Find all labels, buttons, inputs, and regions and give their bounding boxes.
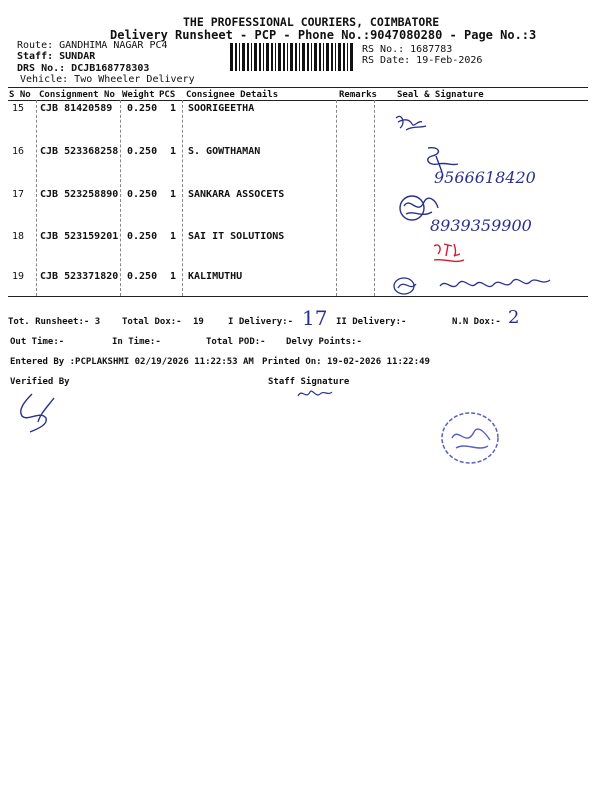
handwritten-undelivered-count: 2: [508, 307, 520, 328]
in-time: In Time:-: [112, 337, 161, 347]
row-consignment: CJB 523258890: [40, 189, 119, 200]
delvy-points: Delvy Points:-: [286, 337, 362, 347]
row-pcs: 1: [170, 271, 177, 282]
total-pod: Total POD:-: [206, 337, 266, 347]
row-pcs: 1: [170, 146, 177, 157]
handwritten-phone-row18: 8939359900: [430, 216, 532, 235]
row-consignment: CJB 523371820: [40, 271, 119, 282]
signature-row19-icon: [390, 268, 560, 300]
row-weight: 0.250: [127, 189, 158, 200]
row-pcs: 1: [170, 189, 177, 200]
verified-by: Verified By: [10, 377, 70, 387]
row-weight: 0.250: [127, 271, 158, 282]
runsheet-title: Delivery Runsheet - PCP - Phone No.:9047080280 - Page No.:3: [110, 28, 537, 42]
rs-number: RS No.: 1687783: [362, 44, 453, 55]
col-divider: [336, 100, 337, 296]
stamp-red-icon: [430, 240, 466, 266]
row-pcs: 1: [170, 103, 177, 114]
row-consignee: KALIMUTHU: [188, 271, 243, 282]
col-header-remarks: Remarks: [339, 90, 377, 100]
row-consignment: CJB 81420589: [40, 103, 113, 114]
row-sno: 15: [12, 103, 25, 114]
col-divider: [374, 100, 375, 296]
staff-signature: Staff Signature: [268, 377, 350, 387]
staff-signature-mark-icon: [294, 384, 334, 402]
row-consignee: S. GOWTHAMAN: [188, 146, 261, 157]
staff: Staff: SUNDAR: [17, 51, 96, 62]
col-header-sno: S No: [9, 90, 31, 100]
non-dox-label: N.N Dox:-: [452, 317, 501, 327]
table-top-border: [8, 87, 588, 88]
col-header-seal-signature: Seal & Signature: [397, 90, 484, 100]
row-consignment: CJB 523159201: [40, 231, 119, 242]
table-header-border: [8, 100, 588, 101]
col-header-consignment: Consignment No: [39, 90, 115, 100]
out-time: Out Time:-: [10, 337, 65, 347]
row-weight: 0.250: [127, 146, 158, 157]
handwritten-delivered-count: 17: [302, 306, 328, 330]
col-divider: [36, 100, 37, 296]
row-sno: 16: [12, 146, 25, 157]
row-sno: 18: [12, 231, 25, 242]
row-consignment: CJB 523368258: [40, 146, 119, 157]
printed-on: Printed On: 19-02-2026 11:22:49: [262, 357, 430, 367]
row-weight: 0.250: [127, 231, 158, 242]
row-weight: 0.250: [127, 103, 158, 114]
route: Route: GANDHIMA NAGAR PC4: [17, 40, 168, 51]
col-header-pcs: PCS: [159, 90, 176, 100]
signature-row15-icon: [392, 110, 428, 136]
row-consignee: SANKARA ASSOCETS: [188, 189, 285, 200]
entered-by: Entered By :PCPLAKSHMI 02/19/2026 11:22:53 AM: [10, 357, 254, 367]
col-header-consignee: Consignee Details: [186, 90, 279, 100]
barcode-icon: [230, 43, 356, 71]
total-dox-value: 19: [193, 317, 204, 327]
row-sno: 17: [12, 189, 25, 200]
col-header-weight: Weight: [122, 90, 155, 100]
row-consignee: SAI IT SOLUTIONS: [188, 231, 285, 242]
drs-number: DRS No.: DCJB168778303: [17, 63, 150, 74]
rs-date: RS Date: 19-Feb-2026: [362, 55, 483, 66]
row-sno: 19: [12, 271, 25, 282]
row-consignee: SOORIGEETHA: [188, 103, 255, 114]
total-dox-label: Total Dox:-: [122, 317, 182, 327]
company-name: THE PROFESSIONAL COURIERS, COIMBATORE: [183, 15, 440, 29]
vehicle: Vehicle: Two Wheeler Delivery: [20, 74, 195, 85]
tot-runsheet: Tot. Runsheet:- 3: [8, 317, 101, 327]
handwritten-phone-row16: 9566618420: [434, 168, 536, 187]
undelivery-label: II Delivery:-: [336, 317, 407, 327]
col-divider: [120, 100, 121, 296]
verifier-signature-icon: [10, 388, 70, 436]
office-stamp-icon: [436, 408, 504, 468]
delivery-label: I Delivery:-: [228, 317, 294, 327]
row-pcs: 1: [170, 231, 177, 242]
col-divider: [182, 100, 183, 296]
